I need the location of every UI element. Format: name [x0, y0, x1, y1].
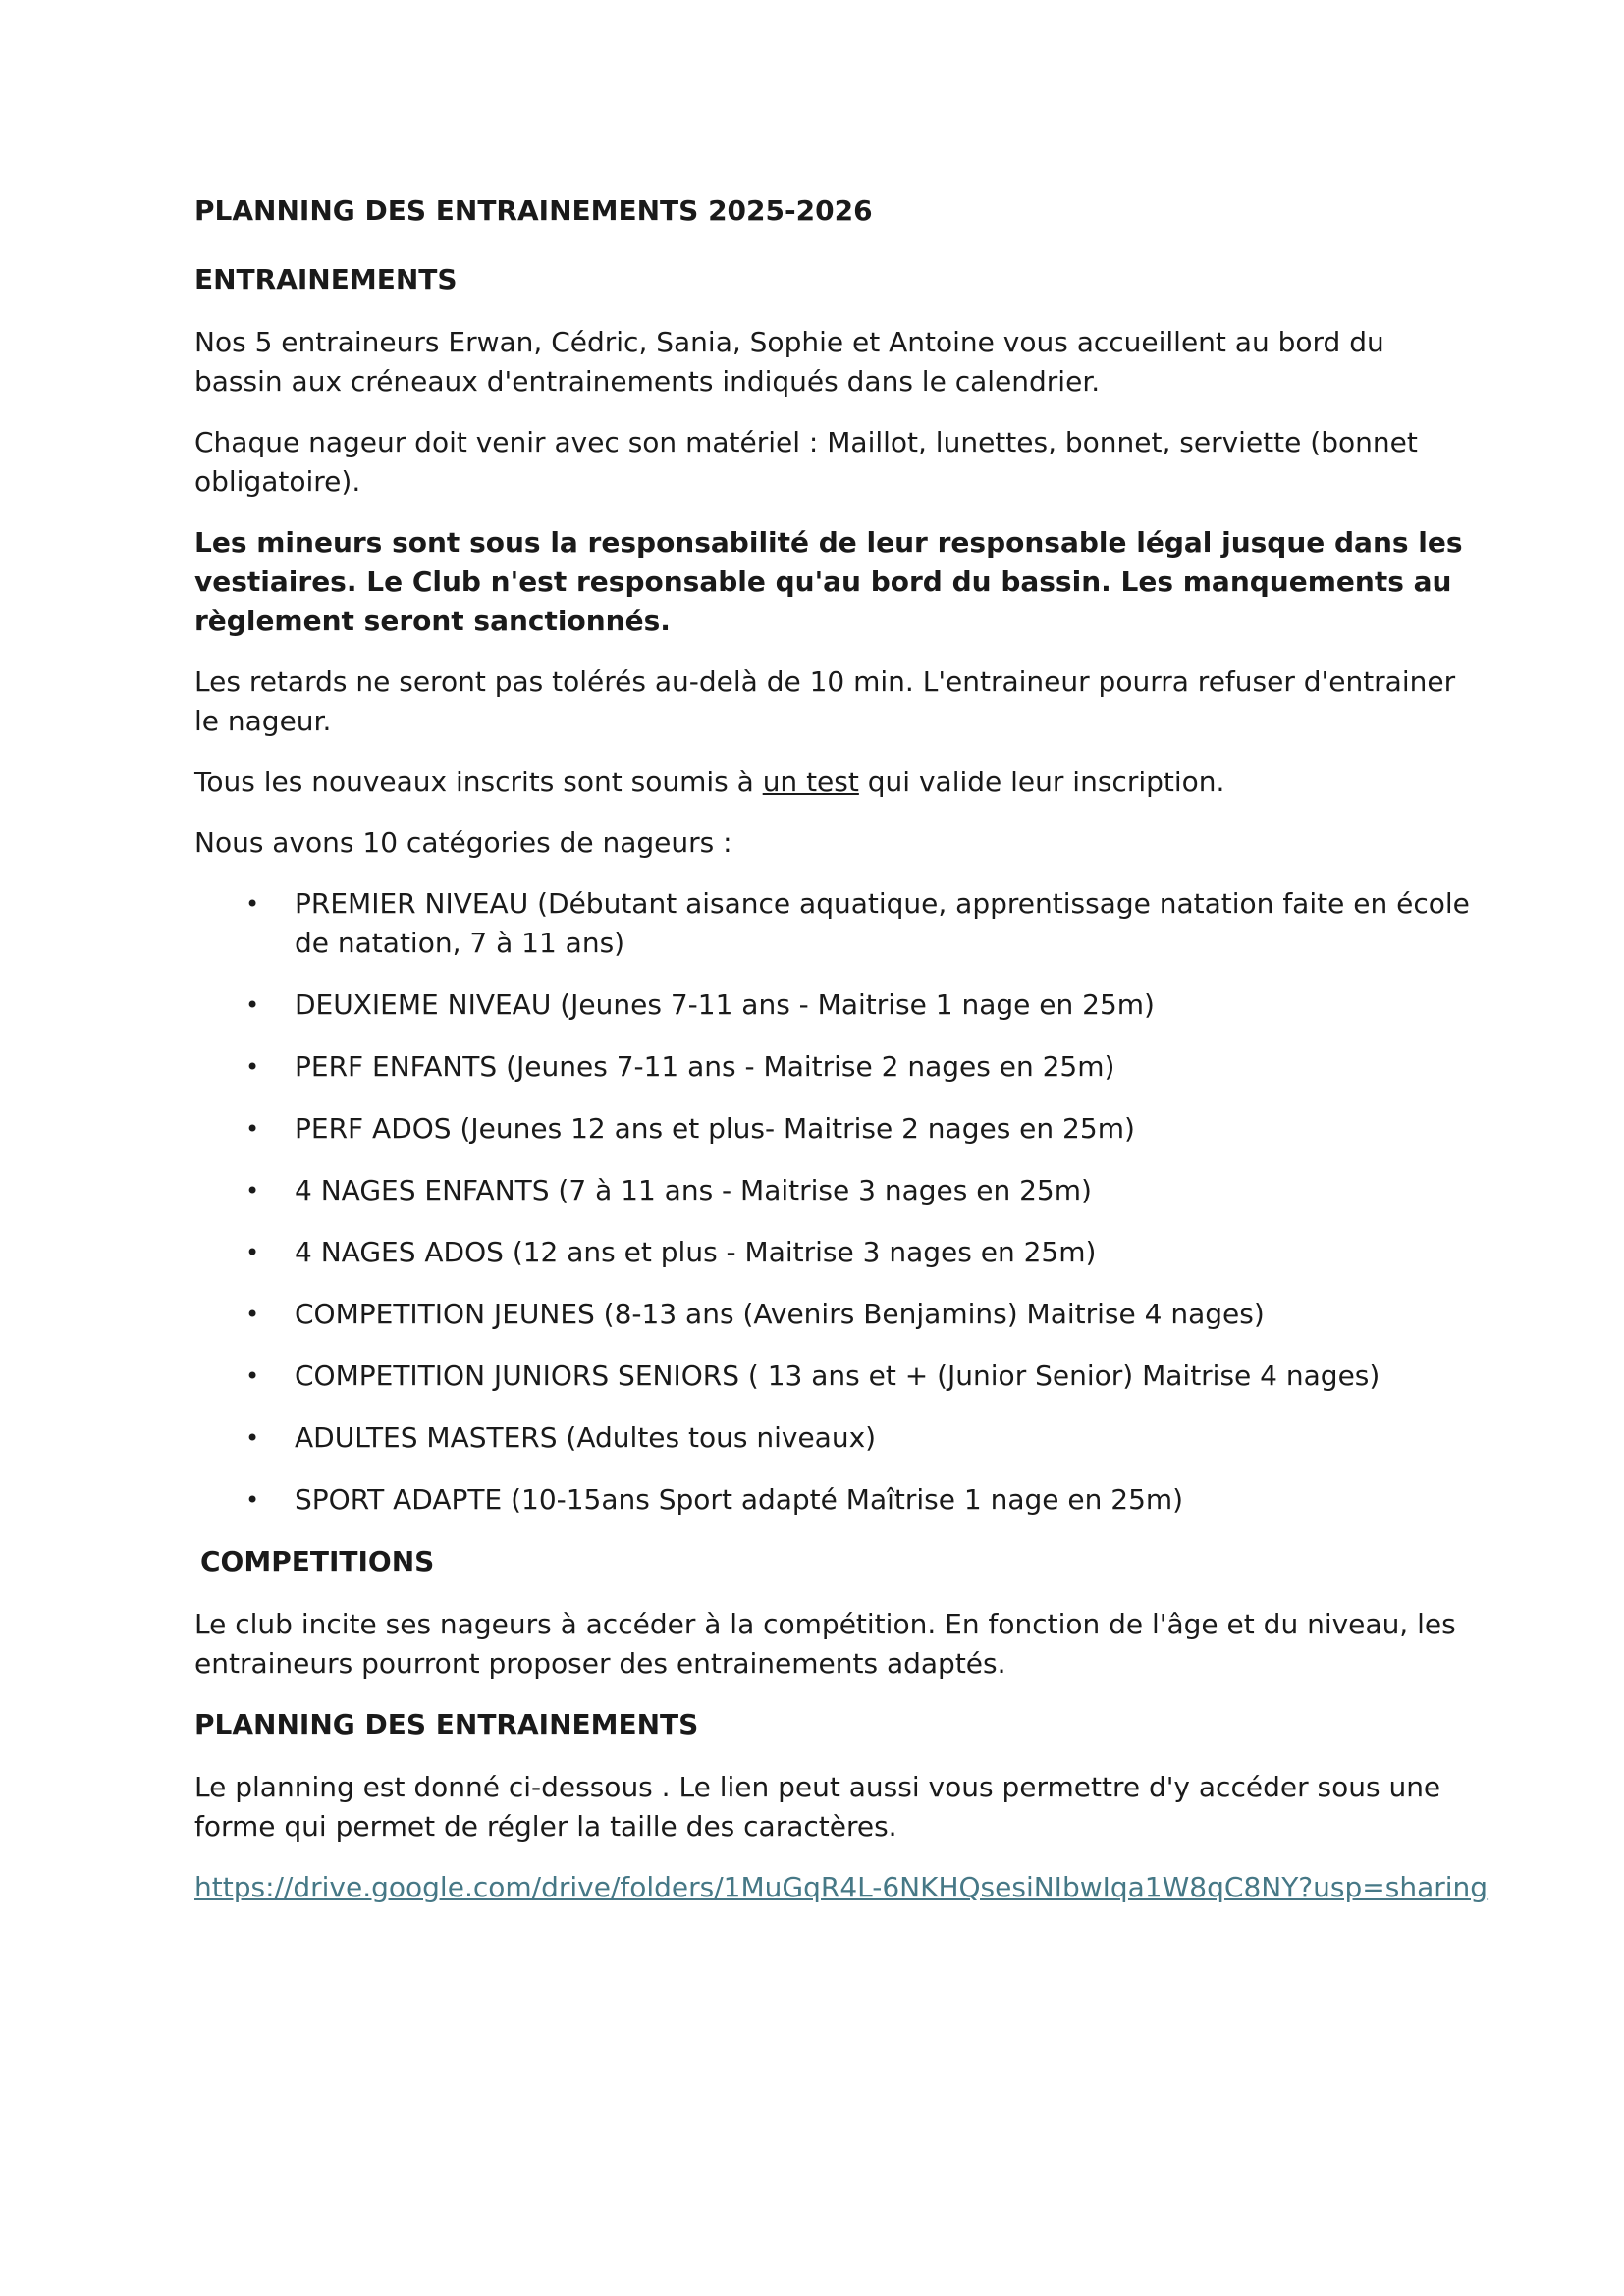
new-members-text-before: Tous les nouveaux inscrits sont soumis à	[194, 766, 763, 798]
paragraph-equipment: Chaque nageur doit venir avec son matériel : Maillot, lunettes, bonnet, serviette (bonnet obligatoire).	[194, 426, 1418, 498]
category-text: DEUXIEME NIVEAU (Jeunes 7-11 ans - Maitrise 1 nage en 25m)	[295, 988, 1155, 1021]
bullet-icon: •	[245, 1177, 260, 1204]
list-item	[194, 1418, 1471, 1458]
category-text: COMPETITION JEUNES (8-13 ans (Avenirs Benjamins) Maitrise 4 nages)	[295, 1298, 1265, 1330]
list-item	[194, 1047, 1471, 1087]
bullet-icon: •	[245, 1486, 260, 1514]
category-text: PERF ADOS (Jeunes 12 ans et plus- Maitrise 2 nages en 25m)	[295, 1112, 1135, 1145]
category-text: ADULTES MASTERS (Adultes tous niveaux)	[295, 1421, 877, 1454]
test-underlined-text: un test	[762, 766, 859, 798]
document-title: PLANNING DES ENTRAINEMENTS 2025-2026	[194, 194, 873, 227]
bullet-icon: •	[245, 1053, 260, 1081]
bullet-icon: •	[245, 1424, 260, 1452]
paragraph-competitions: Le club incite ses nageurs à accéder à la compétition. En fonction de l'âge et du niveau, les entraineurs pourront proposer des entrainements adaptés.	[194, 1608, 1456, 1680]
list-item	[194, 1109, 1471, 1148]
bullet-icon: •	[245, 1301, 260, 1328]
paragraph-responsibility: Les mineurs sont sous la responsabilité de leur responsable légal jusque dans les vestiaires. Le Club n'est responsable qu'au bord du bassin. Les manquements au règlement seront sanctionnés.	[194, 526, 1463, 637]
categories-list	[194, 884, 1471, 1520]
list-item	[194, 1171, 1471, 1210]
paragraph-planning: Le planning est donné ci-dessous . Le lien peut aussi vous permettre d'y accéder sous une forme qui permet de régler la taille des caractères.	[194, 1771, 1441, 1842]
category-text: PREMIER NIVEAU (Débutant aisance aquatique, apprentissage natation faite en école de natation, 7 à 11 ans)	[295, 887, 1470, 959]
paragraph-coaches: Nos 5 entraineurs Erwan, Cédric, Sania, Sophie et Antoine vous accueillent au bord du bassin aux créneaux d'entrainements indiqués dans le calendrier.	[194, 326, 1384, 398]
bullet-icon: •	[245, 1362, 260, 1390]
bullet-icon: •	[245, 890, 260, 918]
heading-entrainements: ENTRAINEMENTS	[194, 263, 458, 295]
bullet-icon: •	[245, 991, 260, 1019]
category-text: PERF ENFANTS (Jeunes 7-11 ans - Maitrise 2 nages en 25m)	[295, 1050, 1115, 1083]
paragraph-lateness: Les retards ne seront pas tolérés au-delà de 10 min. L'entraineur pourra refuser d'entrainer le nageur.	[194, 666, 1456, 737]
document-page	[194, 191, 1489, 1907]
list-item	[194, 1480, 1471, 1520]
category-text: 4 NAGES ADOS (12 ans et plus - Maitrise 3 nages en 25m)	[295, 1236, 1097, 1268]
list-item	[194, 1233, 1471, 1272]
list-item	[194, 986, 1471, 1025]
new-members-text-after: qui valide leur inscription.	[858, 766, 1225, 798]
category-text: 4 NAGES ENFANTS (7 à 11 ans - Maitrise 3 nages en 25m)	[295, 1174, 1092, 1206]
paragraph-new-members	[194, 763, 1471, 802]
category-text: COMPETITION JUNIORS SENIORS ( 13 ans et + (Junior Senior) Maitrise 4 nages)	[295, 1360, 1380, 1392]
planning-drive-link[interactable]: https://drive.google.com/drive/folders/1MuGqR4L-6NKHQsesiNIbwIqa1W8qC8NY?usp=sharing	[194, 1871, 1489, 1903]
list-item	[194, 1357, 1471, 1396]
list-item	[194, 1295, 1471, 1334]
category-text: SPORT ADAPTE (10-15ans Sport adapté Maîtrise 1 nage en 25m)	[295, 1483, 1184, 1516]
heading-competitions: COMPETITIONS	[200, 1545, 435, 1577]
bullet-icon: •	[245, 1239, 260, 1266]
list-item	[194, 884, 1471, 963]
paragraph-categories-intro: Nous avons 10 catégories de nageurs :	[194, 827, 732, 859]
heading-planning: PLANNING DES ENTRAINEMENTS	[194, 1708, 699, 1740]
bullet-icon: •	[245, 1115, 260, 1143]
